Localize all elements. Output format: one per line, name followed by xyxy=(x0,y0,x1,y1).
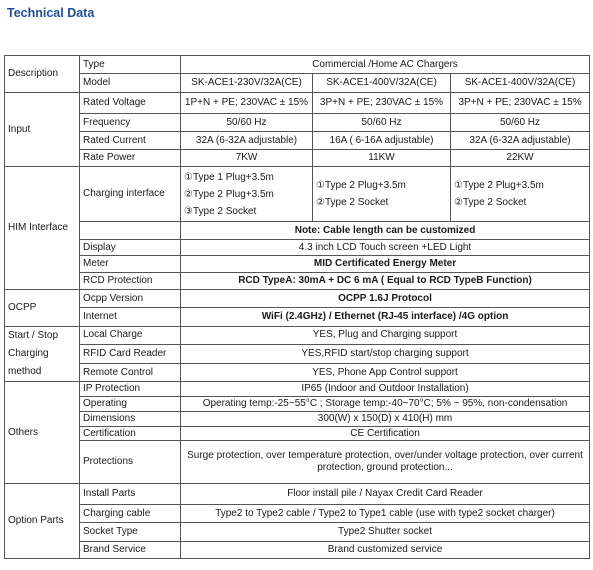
section-option-parts: Option Parts xyxy=(5,484,80,559)
table-row xyxy=(5,167,590,222)
list-item: ①Type 1 Plug+3.5m xyxy=(184,171,274,183)
row-label-rated-voltage: Rated Voltage xyxy=(80,93,181,114)
table-row xyxy=(5,240,590,256)
rated-voltage-2: 3P+N + PE; 230VAC ± 15% xyxy=(313,93,451,114)
row-label-charging-cable: Charging cable xyxy=(80,505,181,523)
ip-protection-value: IP65 (Indoor and Outdoor Installation) xyxy=(181,382,590,397)
frequency-2: 50/60 Hz xyxy=(313,114,451,132)
list-item: ②Type 2 Plug+3.5m xyxy=(184,188,274,200)
rate-power-1: 7KW xyxy=(181,150,313,167)
charging-interface-options-3 xyxy=(451,167,590,222)
internet-value: WiFi (2.4GHz) / Ethernet (RJ-45 interface) /4G option xyxy=(181,308,590,327)
table-row xyxy=(5,397,590,412)
row-label-frequency: Frequency xyxy=(80,114,181,132)
table-row xyxy=(5,364,590,382)
row-label-socket-type: Socket Type xyxy=(80,523,181,542)
table-row xyxy=(5,150,590,167)
row-label-remote-control: Remote Control xyxy=(80,364,181,382)
model-2: SK-ACE1-400V/32A(CE) xyxy=(313,74,451,93)
table-row xyxy=(5,484,590,505)
row-label-brand-service: Brand Service xyxy=(80,542,181,559)
section-line: Charging xyxy=(8,348,49,359)
table-row xyxy=(5,344,590,364)
section-others: Others xyxy=(5,382,80,484)
frequency-1: 50/60 Hz xyxy=(181,114,313,132)
list-item: ①Type 2 Plug+3.5m xyxy=(316,180,406,191)
table-row xyxy=(5,441,590,484)
rate-power-2: 11KW xyxy=(313,150,451,167)
row-label-internet: Internet xyxy=(80,308,181,327)
protections-value: Surge protection, over temperature protection, over/under voltage protection, over current protection, ground protection... xyxy=(181,441,590,484)
row-label-rated-current: Rated Current xyxy=(80,132,181,150)
row-label-model: Model xyxy=(80,74,181,93)
dimensions-value: 300(W) x 150(D) x 410(H) mm xyxy=(181,412,590,427)
section-description: Description xyxy=(5,56,80,93)
row-label-meter: Meter xyxy=(80,256,181,273)
row-label-ip-protection: IP Protection xyxy=(80,382,181,397)
table-row xyxy=(5,74,590,93)
row-label-rcd-protection: RCD Protection xyxy=(80,273,181,290)
table-row xyxy=(5,542,590,559)
rfid-card-reader-value: YES,RFID start/stop charging support xyxy=(181,344,590,364)
type-value: Commercial /Home AC Chargers xyxy=(181,56,590,74)
rated-current-3: 32A (6-32A adjustable) xyxy=(451,132,590,150)
charging-cable-value: Type2 to Type2 cable / Type2 to Type1 cable (use with type2 socket charger) xyxy=(181,505,590,523)
section-line: Start / Stop xyxy=(8,330,59,341)
table-row xyxy=(5,114,590,132)
row-label-rate-power: Rate Power xyxy=(80,150,181,167)
model-3: SK-ACE1-400V/32A(CE) xyxy=(451,74,590,93)
rated-current-1: 32A (6-32A adjustable) xyxy=(181,132,313,150)
display-value: 4.3 inch LCD Touch screen +LED Light xyxy=(181,240,590,256)
rated-current-2: 16A ( 6-16A adjustable) xyxy=(313,132,451,150)
technical-data-table xyxy=(4,55,590,559)
section-input: Input xyxy=(5,93,80,167)
row-label-protections: Protections xyxy=(80,441,181,484)
list-item: ②Type 2 Socket xyxy=(454,197,527,208)
table-row xyxy=(5,273,590,290)
rated-voltage-1: 1P+N + PE; 230VAC ± 15% xyxy=(181,93,313,114)
table-row xyxy=(5,56,590,74)
table-row xyxy=(5,382,590,397)
page-heading: Technical Data xyxy=(7,6,95,20)
operating-value: Operating temp:-25~55°C ; Storage temp:-40~70°C; 5% ~ 95%, non-condensation xyxy=(181,397,590,412)
socket-type-value: Type2 Shutter socket xyxy=(181,523,590,542)
row-label-type: Type xyxy=(80,56,181,74)
row-label-charging-interface: Charging interface xyxy=(80,167,181,222)
row-label-display: Display xyxy=(80,240,181,256)
charging-interface-options-1 xyxy=(181,167,313,222)
row-label-local-charge: Local Charge xyxy=(80,327,181,345)
table-row xyxy=(5,427,590,441)
meter-value: MID Certificated Energy Meter xyxy=(181,256,590,273)
rcd-protection-value: RCD TypeA: 30mA + DC 6 mA ( Equal to RCD TypeB Function) xyxy=(181,273,590,290)
section-him-interface: HIM Interface xyxy=(5,167,80,290)
certification-value: CE Certification xyxy=(181,427,590,441)
charging-interface-options-2 xyxy=(313,167,451,222)
table-row xyxy=(5,93,590,114)
ocpp-version-value: OCPP 1.6J Protocol xyxy=(181,290,590,308)
section-ocpp: OCPP xyxy=(5,290,80,327)
row-label-dimensions: Dimensions xyxy=(80,412,181,427)
remote-control-value: YES, Phone App Control support xyxy=(181,364,590,382)
frequency-3: 50/60 Hz xyxy=(451,114,590,132)
table-row xyxy=(5,256,590,273)
section-start-stop-charging xyxy=(5,327,80,382)
row-label-install-parts: Install Parts xyxy=(80,484,181,505)
model-1: SK-ACE1-230V/32A(CE) xyxy=(181,74,313,93)
list-item: ①Type 2 Plug+3.5m xyxy=(454,180,544,191)
table-row xyxy=(5,222,590,240)
table-row xyxy=(5,327,590,345)
table-row xyxy=(5,290,590,308)
list-item: ②Type 2 Socket xyxy=(316,197,389,208)
list-item: ③Type 2 Socket xyxy=(184,205,257,217)
table-row xyxy=(5,132,590,150)
row-label-rfid-card-reader: RFID Card Reader xyxy=(80,344,181,364)
rate-power-3: 22KW xyxy=(451,150,590,167)
table-row xyxy=(5,412,590,427)
section-line: method xyxy=(8,366,42,377)
row-label-ocpp-version: Ocpp Version xyxy=(80,290,181,308)
row-label-operating: Operating xyxy=(80,397,181,412)
local-charge-value: YES, Plug and Charging support xyxy=(181,327,590,345)
install-parts-value: Floor install pile / Nayax Credit Card Reader xyxy=(181,484,590,505)
cable-length-note: Note: Cable length can be customized xyxy=(181,222,590,240)
table-row xyxy=(5,505,590,523)
rated-voltage-3: 3P+N + PE; 230VAC ± 15% xyxy=(451,93,590,114)
table-row xyxy=(5,308,590,327)
table-row xyxy=(5,523,590,542)
brand-service-value: Brand customized service xyxy=(181,542,590,559)
row-label-certification: Certification xyxy=(80,427,181,441)
